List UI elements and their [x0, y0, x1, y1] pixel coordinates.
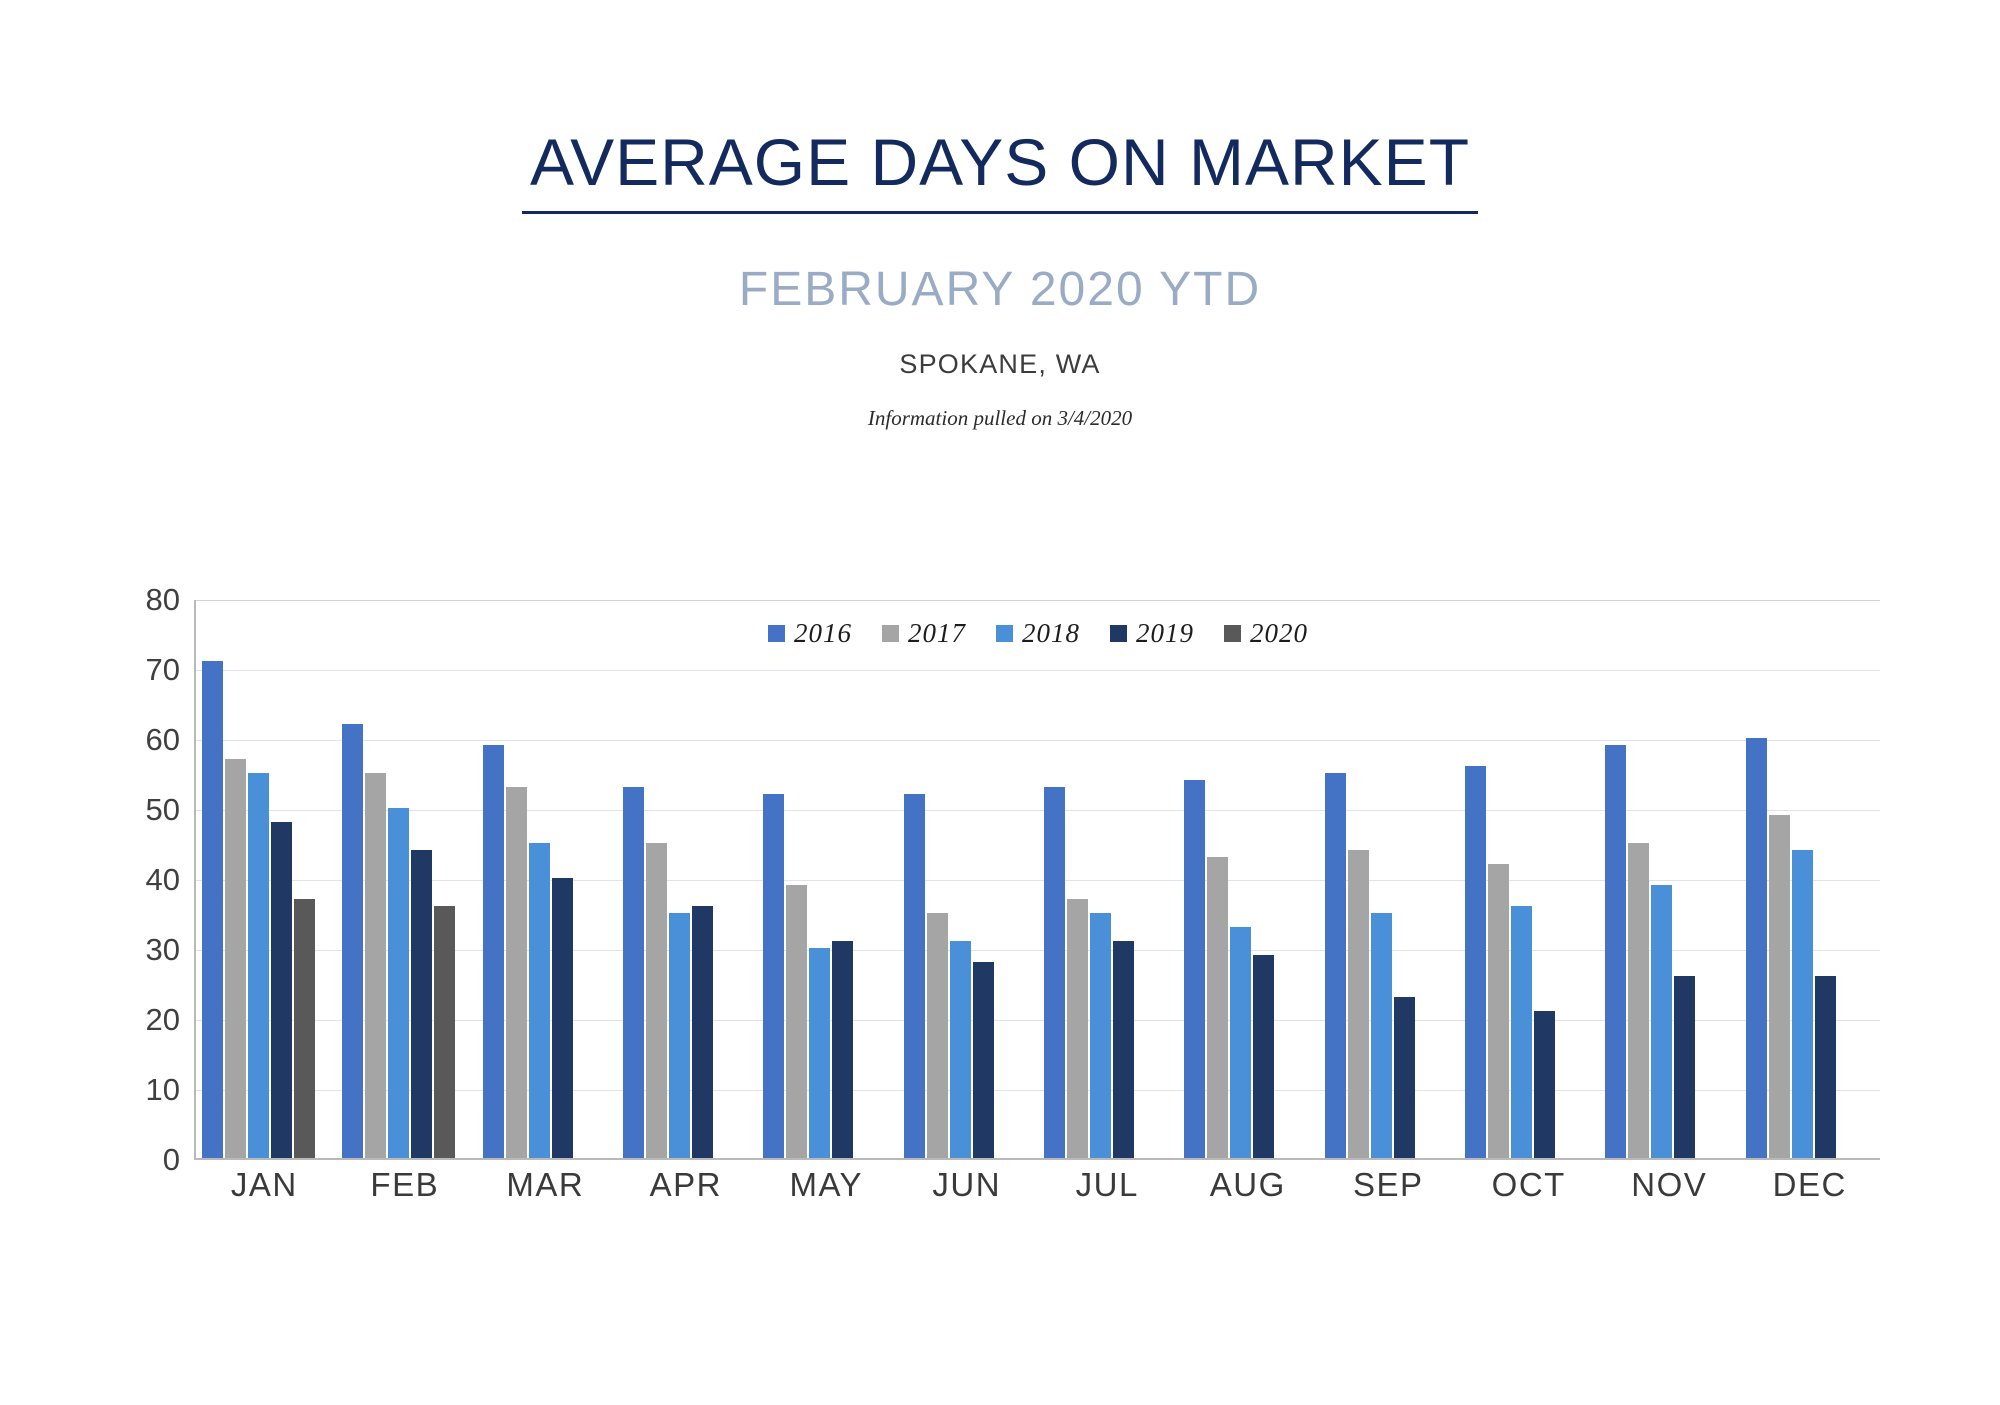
bar[interactable]: [1792, 850, 1813, 1158]
x-axis-label: SEP: [1352, 1166, 1424, 1203]
bar[interactable]: [1511, 906, 1532, 1158]
x-axis-label: AUG: [1209, 1166, 1286, 1203]
bar-group: [1038, 600, 1178, 1158]
y-axis-tick: 50: [145, 792, 180, 827]
x-axis-label: NOV: [1631, 1166, 1708, 1203]
bar[interactable]: [1746, 738, 1767, 1158]
bar[interactable]: [1605, 745, 1626, 1158]
x-axis-label: MAR: [506, 1166, 585, 1203]
bar[interactable]: [786, 885, 807, 1158]
bar-group: [1459, 600, 1599, 1158]
header: [0, 0, 2000, 431]
bar[interactable]: [342, 724, 363, 1158]
bar[interactable]: [973, 962, 994, 1158]
bar[interactable]: [1044, 787, 1065, 1158]
x-axis-label: JAN: [230, 1166, 298, 1203]
bar[interactable]: [1465, 766, 1486, 1158]
bar[interactable]: [950, 941, 971, 1158]
page-subtitle: FEBRUARY 2020 YTD: [738, 263, 1262, 317]
bar[interactable]: [434, 906, 455, 1158]
bar[interactable]: [1628, 843, 1649, 1158]
bar[interactable]: [1371, 913, 1392, 1158]
bar[interactable]: [294, 899, 315, 1158]
bar[interactable]: [1488, 864, 1509, 1158]
bar[interactable]: [552, 878, 573, 1158]
bar[interactable]: [1769, 815, 1790, 1158]
bar-group: [477, 600, 617, 1158]
y-axis-tick: 80: [145, 582, 180, 617]
location-label: SPOKANE, WA: [899, 349, 1101, 380]
bar[interactable]: [669, 913, 690, 1158]
bar[interactable]: [1815, 976, 1836, 1158]
bar[interactable]: [1113, 941, 1134, 1158]
bar-group: [1740, 600, 1880, 1158]
legend-label: 2020: [1250, 618, 1308, 648]
bar-group: [196, 600, 336, 1158]
legend-label: 2019: [1136, 618, 1194, 648]
bar[interactable]: [529, 843, 550, 1158]
bar[interactable]: [1090, 913, 1111, 1158]
y-axis-tick: 10: [145, 1072, 180, 1107]
bar-group: [1599, 600, 1739, 1158]
bar[interactable]: [832, 941, 853, 1158]
bar[interactable]: [365, 773, 386, 1158]
bar[interactable]: [692, 906, 713, 1158]
bar-group: [1178, 600, 1318, 1158]
x-axis-label: MAY: [789, 1166, 864, 1203]
bar-chart: [120, 582, 1880, 1203]
x-axis-label: OCT: [1491, 1166, 1566, 1203]
bar-group: [1319, 600, 1459, 1158]
bar[interactable]: [388, 808, 409, 1158]
legend-label: 2018: [1022, 618, 1080, 648]
plot-area: [194, 600, 1880, 1160]
bar[interactable]: [809, 948, 830, 1158]
bar[interactable]: [1207, 857, 1228, 1158]
bar[interactable]: [1651, 885, 1672, 1158]
bar[interactable]: [1325, 773, 1346, 1158]
x-axis: [194, 1166, 1880, 1204]
bar-group: [898, 600, 1038, 1158]
x-axis-label: FEB: [370, 1166, 440, 1203]
bar[interactable]: [1674, 976, 1695, 1158]
bar[interactable]: [1067, 899, 1088, 1158]
y-axis: [120, 582, 194, 1177]
bar[interactable]: [927, 913, 948, 1158]
bar[interactable]: [904, 794, 925, 1158]
y-axis-tick: 0: [162, 1142, 180, 1177]
bar[interactable]: [483, 745, 504, 1158]
legend-label: 2016: [794, 618, 852, 648]
bar[interactable]: [1253, 955, 1274, 1158]
bar[interactable]: [248, 773, 269, 1158]
y-axis-tick: 60: [145, 722, 180, 757]
bar-group: [757, 600, 897, 1158]
y-axis-tick: 20: [145, 1002, 180, 1037]
bar[interactable]: [202, 661, 223, 1158]
bar[interactable]: [763, 794, 784, 1158]
page-title: AVERAGE DAYS ON MARKET: [522, 128, 1478, 214]
bar-group: [617, 600, 757, 1158]
x-axis-label: JUN: [932, 1166, 1002, 1203]
bar[interactable]: [506, 787, 527, 1158]
bar[interactable]: [225, 759, 246, 1158]
x-axis-label: DEC: [1772, 1166, 1847, 1203]
bar-group: [336, 600, 476, 1158]
y-axis-tick: 30: [145, 932, 180, 967]
bar[interactable]: [1348, 850, 1369, 1158]
bar[interactable]: [1534, 1011, 1555, 1158]
bar[interactable]: [1394, 997, 1415, 1158]
bar[interactable]: [411, 850, 432, 1158]
bar-groups: [196, 600, 1880, 1158]
bar[interactable]: [623, 787, 644, 1158]
bar[interactable]: [271, 822, 292, 1158]
legend-label: 2017: [908, 618, 966, 648]
bar[interactable]: [646, 843, 667, 1158]
data-pulled-note: Information pulled on 3/4/2020: [867, 406, 1133, 431]
x-axis-label: JUL: [1075, 1166, 1139, 1203]
bar[interactable]: [1230, 927, 1251, 1158]
y-axis-tick: 70: [145, 652, 180, 687]
y-axis-tick: 40: [145, 862, 180, 897]
bar[interactable]: [1184, 780, 1205, 1158]
x-axis-label: APR: [649, 1166, 722, 1203]
